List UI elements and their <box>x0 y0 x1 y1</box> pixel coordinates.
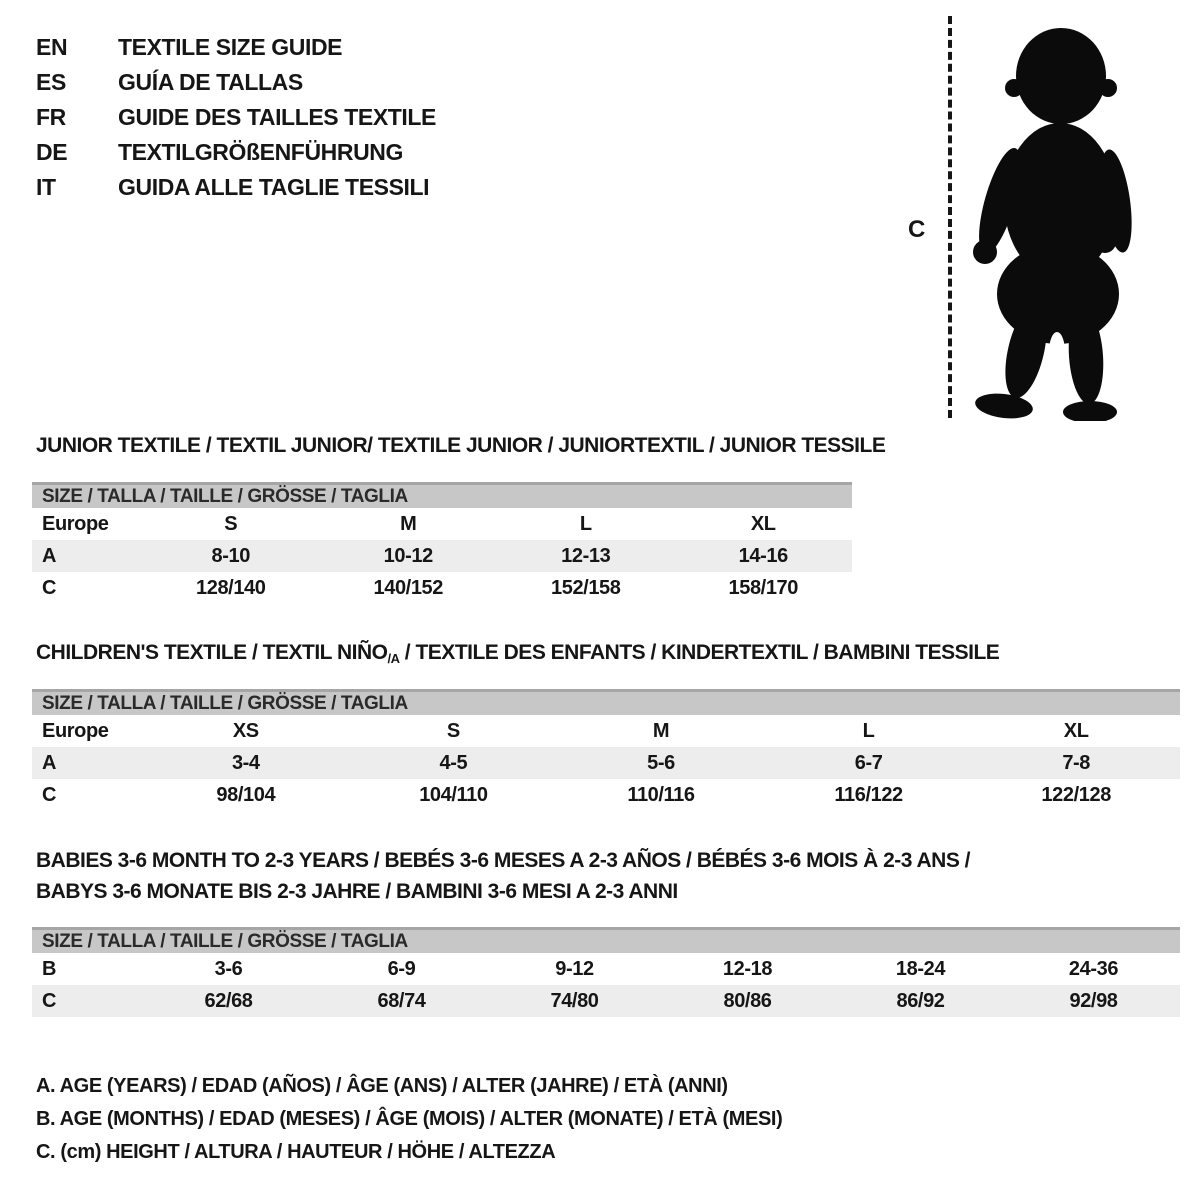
size-cell: 7-8 <box>1062 751 1091 774</box>
size-cell: XL <box>750 512 776 535</box>
language-row <box>36 170 436 205</box>
legend <box>36 1070 782 1169</box>
size-cell: 3-4 <box>231 751 260 774</box>
size-cell: 4-5 <box>439 751 468 774</box>
size-cell: 74/80 <box>550 989 599 1012</box>
size-cell: XS <box>232 719 259 742</box>
size-cell: 12-13 <box>561 544 611 567</box>
size-cell: L <box>579 512 592 535</box>
language-title-list <box>36 30 436 205</box>
language-label: TEXTILE SIZE GUIDE <box>118 34 343 60</box>
row-label: C <box>42 576 57 599</box>
legend-line-a: A. AGE (YEARS) / EDAD (AÑOS) / ÂGE (ANS) / ALTER (JAHRE) / ETÀ (ANNI) <box>36 1075 728 1097</box>
size-cell: 140/152 <box>373 576 443 599</box>
table-row-europe <box>32 508 852 540</box>
size-cell: M <box>652 719 670 742</box>
size-table-junior <box>32 482 852 604</box>
size-cell: 10-12 <box>383 544 433 567</box>
size-cell: 6-9 <box>387 957 416 980</box>
size-cell: 116/122 <box>834 783 903 806</box>
measure-c-label: C <box>908 216 926 243</box>
size-cell: XL <box>1063 719 1089 742</box>
language-code: EN <box>36 34 68 60</box>
size-cell: 14-16 <box>738 544 788 567</box>
language-row <box>36 100 436 135</box>
size-cell: 104/110 <box>419 783 488 806</box>
size-cell: 110/116 <box>627 783 695 806</box>
row-label: A <box>42 544 57 567</box>
table-row-height <box>32 572 852 604</box>
size-cell: 68/74 <box>377 989 426 1012</box>
size-table-children <box>32 689 1180 811</box>
language-row <box>36 65 436 100</box>
language-row <box>36 30 436 65</box>
size-cell: 152/158 <box>551 576 621 599</box>
legend-line-c: C. (cm) HEIGHT / ALTURA / HAUTEUR / HÖHE / ALTEZZA <box>36 1141 556 1163</box>
language-code: IT <box>36 174 56 200</box>
baby-silhouette <box>958 16 1148 421</box>
table-row-height <box>32 779 1180 811</box>
language-code: ES <box>36 69 66 95</box>
title-subscript: /A <box>387 651 400 666</box>
language-row <box>36 135 436 170</box>
size-header-bar: SIZE / TALLA / TAILLE / GRÖSSE / TAGLIA <box>32 482 852 508</box>
size-cell: S <box>446 719 460 742</box>
size-cell: 12-18 <box>722 957 773 980</box>
section-title-babies-line1: BABIES 3-6 MONTH TO 2-3 YEARS / BEBÉS 3-6 MESES A 2-3 AÑOS / BÉBÉS 3-6 MOIS À 2-3 ANS / <box>36 849 971 872</box>
title-text: / TEXTILE DES ENFANTS / KINDERTEXTIL / BAMBINI TESSILE <box>399 641 1000 664</box>
table-row-age <box>32 540 852 572</box>
size-cell: 6-7 <box>854 751 883 774</box>
table-row-height <box>32 985 1180 1017</box>
size-cell: L <box>862 719 875 742</box>
size-cell: 3-6 <box>214 957 243 980</box>
size-header-bar: SIZE / TALLA / TAILLE / GRÖSSE / TAGLIA <box>32 689 1180 715</box>
table-row-months <box>32 953 1180 985</box>
size-cell: 5-6 <box>647 751 675 774</box>
language-label: TEXTILGRÖßENFÜHRUNG <box>118 139 403 165</box>
language-label: GUIDA ALLE TAGLIE TESSILI <box>118 174 430 200</box>
title-text: CHILDREN'S TEXTILE / TEXTIL NIÑO <box>36 641 388 664</box>
table-row-age <box>32 747 1180 779</box>
size-cell: 24-36 <box>1068 957 1119 980</box>
size-cell: 122/128 <box>1041 783 1111 806</box>
size-cell: 80/86 <box>723 989 772 1012</box>
size-cell: 9-12 <box>555 957 594 980</box>
row-label: A <box>42 751 57 774</box>
height-dashed-line <box>948 16 952 418</box>
section-title-children <box>36 641 999 666</box>
language-label: GUIDE DES TAILLES TEXTILE <box>118 104 436 130</box>
row-label: Europe <box>42 512 109 535</box>
size-cell: 62/68 <box>204 989 253 1012</box>
row-label: C <box>42 989 57 1012</box>
size-cell: 86/92 <box>896 989 945 1012</box>
size-cell: S <box>224 512 238 535</box>
language-code: FR <box>36 104 66 130</box>
size-cell: 128/140 <box>196 576 266 599</box>
size-cell: M <box>400 512 417 535</box>
row-label: C <box>42 783 57 806</box>
size-cell: 158/170 <box>728 576 798 599</box>
size-cell: 92/98 <box>1069 989 1118 1012</box>
size-cell: 18-24 <box>895 957 946 980</box>
legend-line-b: B. AGE (MONTHS) / EDAD (MESES) / ÂGE (MOIS) / ALTER (MONATE) / ETÀ (MESI) <box>36 1108 783 1130</box>
size-header-bar: SIZE / TALLA / TAILLE / GRÖSSE / TAGLIA <box>32 927 1180 953</box>
size-cell: 98/104 <box>216 783 276 806</box>
size-cell: 8-10 <box>211 544 250 567</box>
size-table-babies <box>32 927 1180 1017</box>
language-label: GUÍA DE TALLAS <box>118 69 303 95</box>
language-code: DE <box>36 139 68 165</box>
row-label: B <box>42 957 57 980</box>
table-row-europe <box>32 715 1180 747</box>
section-title-babies-line2: BABYS 3-6 MONATE BIS 2-3 JAHRE / BAMBINI 3-6 MESI A 2-3 ANNI <box>36 880 678 903</box>
section-title-junior: JUNIOR TEXTILE / TEXTIL JUNIOR/ TEXTILE JUNIOR / JUNIORTEXTIL / JUNIOR TESSILE <box>36 434 886 457</box>
row-label: Europe <box>42 719 109 742</box>
